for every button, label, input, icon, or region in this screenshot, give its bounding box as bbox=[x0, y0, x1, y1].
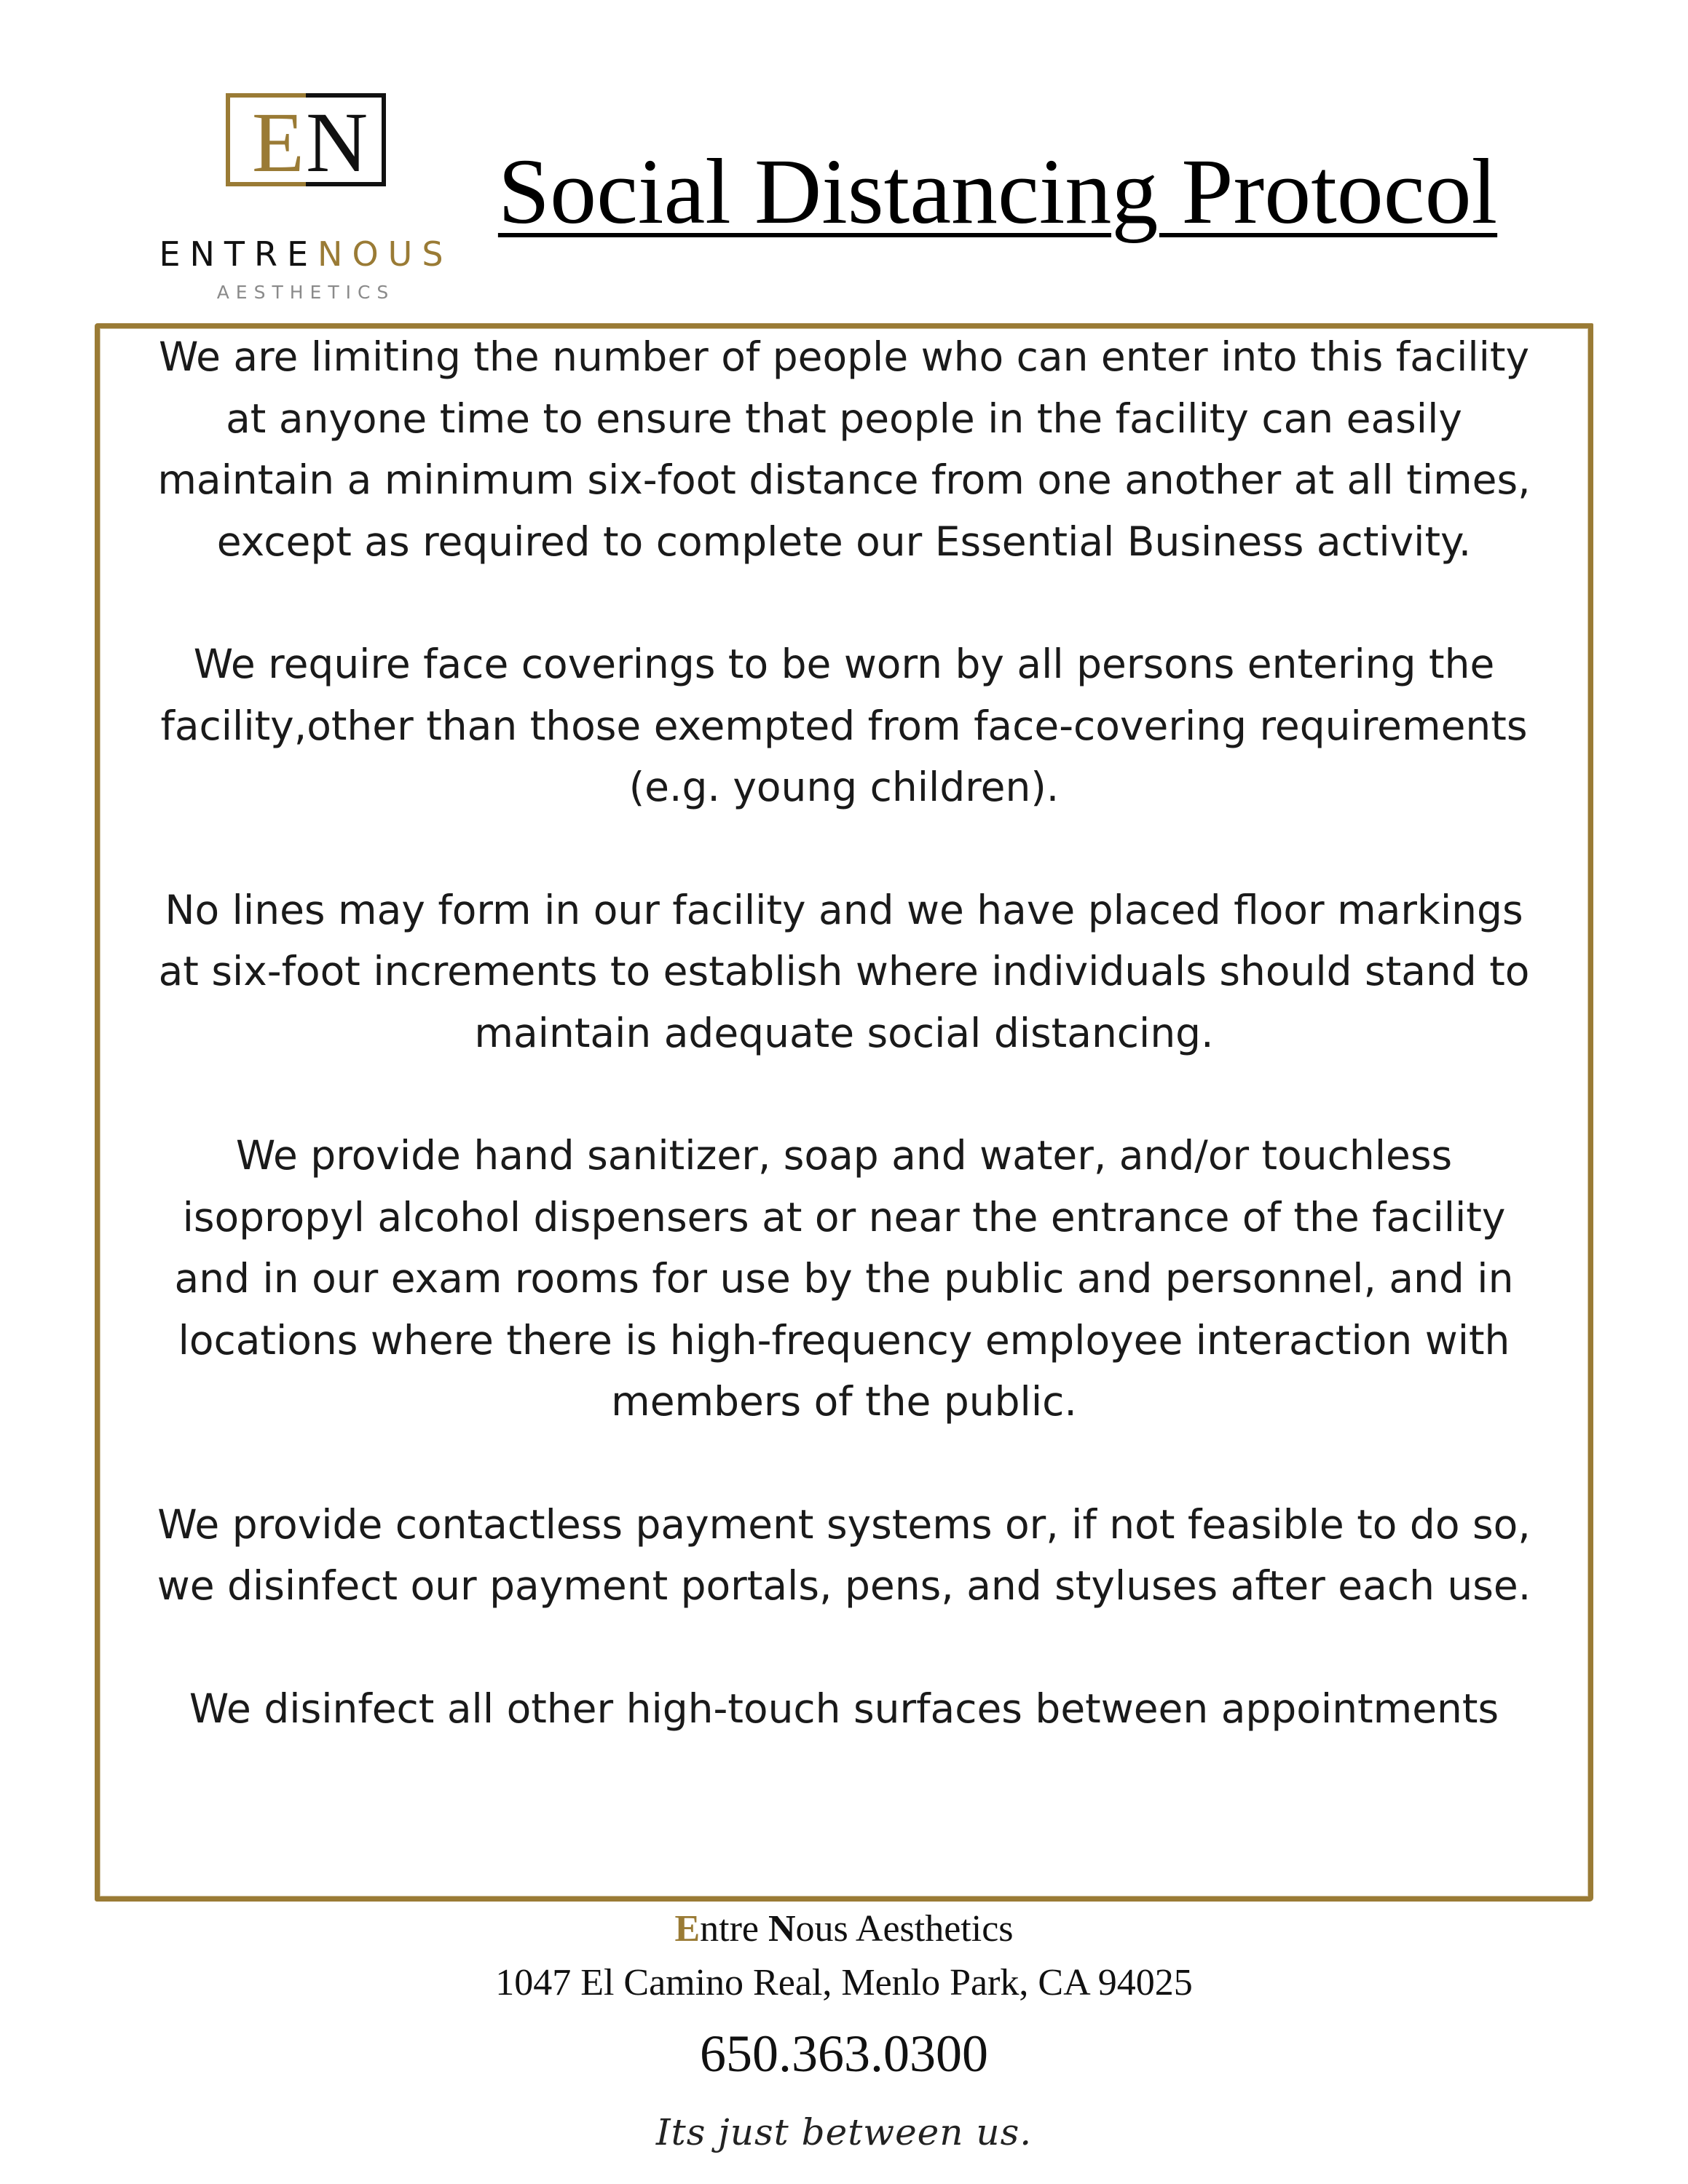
logo-letter-e: E bbox=[226, 93, 306, 186]
footer-name-part2: ous Aesthetics bbox=[795, 1908, 1014, 1950]
protocol-paragraph-payment: We provide contactless payment systems or, if not feasible to do so, we disinfect our payment portals, pens, and styluses after each use. bbox=[157, 1500, 1531, 1609]
logo-subtitle: AESTHETICS bbox=[216, 282, 395, 303]
protocol-paragraph-capacity: We are limiting the number of people who can enter into this facility at anyone time to ensure that people in the facility can easily maintain a minimum six-foot distance from one another at all times, except as required to complete our Essential Business activity. bbox=[157, 333, 1531, 565]
logo-word-entre: ENTRE bbox=[159, 234, 318, 274]
footer-address: 1047 El Camino Real, Menlo Park, CA 94025 bbox=[495, 1962, 1193, 2003]
protocol-paragraph-face-coverings: We require face coverings to be worn by all persons entering the facility,other than those exempted from face-covering requirements (e.g. young children). bbox=[160, 641, 1528, 810]
protocol-paragraph-disinfect: We disinfect all other high-touch surfaces between appointments bbox=[189, 1685, 1499, 1732]
logo bbox=[153, 89, 459, 314]
footer-phone: 650.363.0300 bbox=[700, 2025, 988, 2083]
page-title-wrap bbox=[488, 138, 1507, 245]
protocol-paragraph-sanitizer: We provide hand sanitizer, soap and water, and/or touchless isopropyl alcohol dispensers at or near the entrance of the facility and in our exam rooms for use by the public and personnel, and in locations where there is high-frequency employee interaction with members of the public. bbox=[174, 1132, 1514, 1425]
footer-business-name bbox=[0, 1907, 1688, 1950]
page-title: Social Distancing Protocol bbox=[497, 140, 1498, 243]
protocol-body bbox=[146, 326, 1542, 1739]
footer-name-e: E bbox=[674, 1908, 701, 1950]
protocol-paragraph-floor-markings: No lines may form in our facility and we have placed floor markings at six-foot increments to establish where individuals should stand to maintain adequate social distancing. bbox=[158, 886, 1530, 1056]
footer-tagline: Its just between us. bbox=[655, 2111, 1033, 2153]
logo-word-nous: NOUS bbox=[318, 234, 453, 274]
footer-name-part1: ntre bbox=[700, 1908, 768, 1950]
footer-name-n: N bbox=[768, 1908, 796, 1950]
logo-letter-n: N bbox=[306, 93, 386, 186]
logo-monogram bbox=[226, 93, 386, 188]
logo-wordmark bbox=[153, 234, 459, 274]
